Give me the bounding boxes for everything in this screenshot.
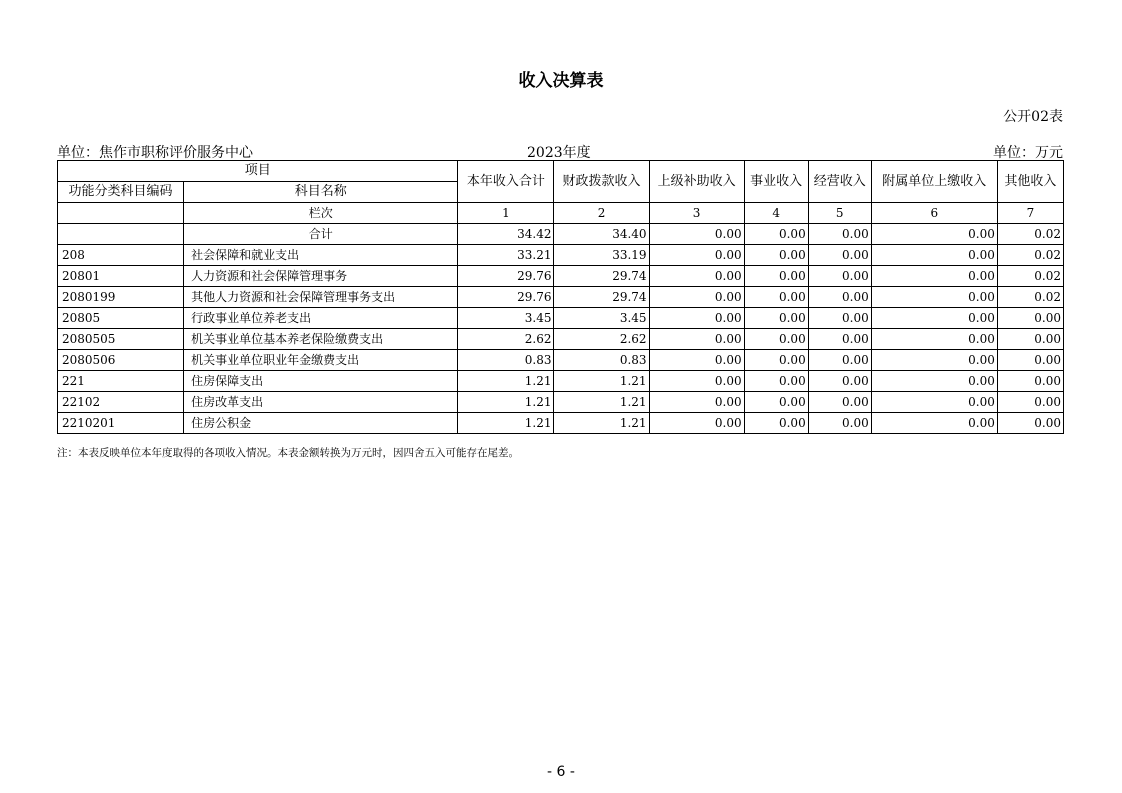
amount-cell: 2.62 [458,329,554,350]
column-number: 4 [744,203,808,224]
subject-code: 2080506 [58,350,184,371]
amount-cell: 0.00 [871,392,997,413]
amount-cell: 0.00 [808,245,871,266]
amount-cell: 0.00 [744,287,808,308]
table-row [58,245,1064,266]
amount-cell: 0.00 [871,413,997,434]
meta-row [57,142,1063,160]
amount-cell: 0.00 [649,329,744,350]
subject-code: 2080199 [58,287,184,308]
amount-cell: 1.21 [458,371,554,392]
subject-code: 208 [58,245,184,266]
subject-name: 住房改革支出 [184,392,458,413]
total-value: 0.00 [871,224,997,245]
amount-cell: 0.00 [744,245,808,266]
project-header: 项目 [58,161,458,182]
amount-cell: 0.00 [649,371,744,392]
amount-cell: 0.83 [554,350,649,371]
header-row-1 [58,161,1064,182]
subject-code: 20801 [58,266,184,287]
column-index-row [58,203,1064,224]
subject-name: 社会保障和就业支出 [184,245,458,266]
total-row [58,224,1064,245]
amount-cell: 0.02 [997,245,1063,266]
amount-cell: 0.00 [871,287,997,308]
amount-cell: 0.00 [649,245,744,266]
total-value: 0.00 [649,224,744,245]
amount-cell: 29.74 [554,266,649,287]
name-header: 科目名称 [184,182,458,203]
amount-cell: 0.00 [649,413,744,434]
amount-cell: 0.02 [997,266,1063,287]
total-value: 34.40 [554,224,649,245]
column-header: 其他收入 [997,161,1063,203]
amount-cell: 0.00 [808,413,871,434]
table-row [58,266,1064,287]
column-header: 经营收入 [808,161,871,203]
subject-name: 住房保障支出 [184,371,458,392]
total-label: 合计 [184,224,458,245]
amount-cell: 0.00 [808,329,871,350]
amount-cell: 0.02 [997,287,1063,308]
form-number: 公开02表 [1003,109,1063,125]
amount-cell: 0.00 [649,287,744,308]
amount-cell: 0.00 [649,350,744,371]
column-number: 5 [808,203,871,224]
amount-cell: 0.00 [744,413,808,434]
column-header: 附属单位上缴收入 [871,161,997,203]
amount-cell: 0.00 [744,329,808,350]
amount-cell: 0.00 [808,392,871,413]
subject-name: 人力资源和社会保障管理事务 [184,266,458,287]
amount-cell: 29.76 [458,266,554,287]
column-number: 2 [554,203,649,224]
amount-cell: 1.21 [458,413,554,434]
column-index-label: 栏次 [184,203,458,224]
empty-cell [58,203,184,224]
subject-name: 其他人力资源和社会保障管理事务支出 [184,287,458,308]
fiscal-year: 2023年度 [527,145,591,161]
subject-code: 221 [58,371,184,392]
amount-cell: 0.00 [997,413,1063,434]
currency-unit: 单位：万元 [993,145,1063,161]
amount-cell: 2.62 [554,329,649,350]
amount-cell: 0.00 [808,266,871,287]
column-number: 7 [997,203,1063,224]
amount-cell: 33.21 [458,245,554,266]
page-title: 收入决算表 [518,71,604,91]
page-number: - 6 - [547,764,575,780]
amount-cell: 0.00 [871,329,997,350]
total-value: 0.02 [997,224,1063,245]
amount-cell: 0.00 [871,350,997,371]
table-row [58,371,1064,392]
income-table [57,160,1064,434]
amount-cell: 0.00 [808,371,871,392]
total-value: 0.00 [744,224,808,245]
amount-cell: 0.00 [744,371,808,392]
empty-cell [58,224,184,245]
amount-cell: 1.21 [458,392,554,413]
amount-cell: 1.21 [554,392,649,413]
table-row [58,329,1064,350]
amount-cell: 0.00 [997,329,1063,350]
amount-cell: 0.00 [871,308,997,329]
subject-code: 2080505 [58,329,184,350]
total-value: 0.00 [808,224,871,245]
amount-cell: 0.00 [871,371,997,392]
amount-cell: 0.83 [458,350,554,371]
amount-cell: 1.21 [554,413,649,434]
amount-cell: 0.00 [997,308,1063,329]
amount-cell: 29.76 [458,287,554,308]
amount-cell: 0.00 [744,392,808,413]
amount-cell: 0.00 [997,350,1063,371]
reporting-unit: 单位：焦作市职称评价服务中心 [57,145,253,161]
column-number: 3 [649,203,744,224]
table-row [58,413,1064,434]
amount-cell: 0.00 [871,266,997,287]
amount-cell: 0.00 [744,308,808,329]
amount-cell: 0.00 [871,245,997,266]
subject-code: 22102 [58,392,184,413]
subject-name: 机关事业单位基本养老保险缴费支出 [184,329,458,350]
column-header: 上级补助收入 [649,161,744,203]
table-row [58,392,1064,413]
amount-cell: 3.45 [458,308,554,329]
table-row [58,308,1064,329]
column-header: 事业收入 [744,161,808,203]
subject-code: 20805 [58,308,184,329]
amount-cell: 0.00 [808,308,871,329]
subject-name: 机关事业单位职业年金缴费支出 [184,350,458,371]
amount-cell: 0.00 [649,392,744,413]
table-row [58,350,1064,371]
amount-cell: 0.00 [744,266,808,287]
subject-code: 2210201 [58,413,184,434]
column-header: 本年收入合计 [458,161,554,203]
subject-name: 行政事业单位养老支出 [184,308,458,329]
table-row [58,287,1064,308]
column-number: 1 [458,203,554,224]
amount-cell: 0.00 [744,350,808,371]
table-note: 注：本表反映单位本年度取得的各项收入情况。本表金额转换为万元时，因四舍五入可能存在尾差。 [57,447,519,459]
subject-name: 住房公积金 [184,413,458,434]
amount-cell: 0.00 [808,287,871,308]
amount-cell: 0.00 [649,266,744,287]
column-header: 财政拨款收入 [554,161,649,203]
amount-cell: 29.74 [554,287,649,308]
amount-cell: 0.00 [808,350,871,371]
amount-cell: 33.19 [554,245,649,266]
code-header: 功能分类科目编码 [58,182,184,203]
column-number: 6 [871,203,997,224]
amount-cell: 0.00 [997,371,1063,392]
amount-cell: 3.45 [554,308,649,329]
amount-cell: 1.21 [554,371,649,392]
amount-cell: 0.00 [649,308,744,329]
total-value: 34.42 [458,224,554,245]
amount-cell: 0.00 [997,392,1063,413]
